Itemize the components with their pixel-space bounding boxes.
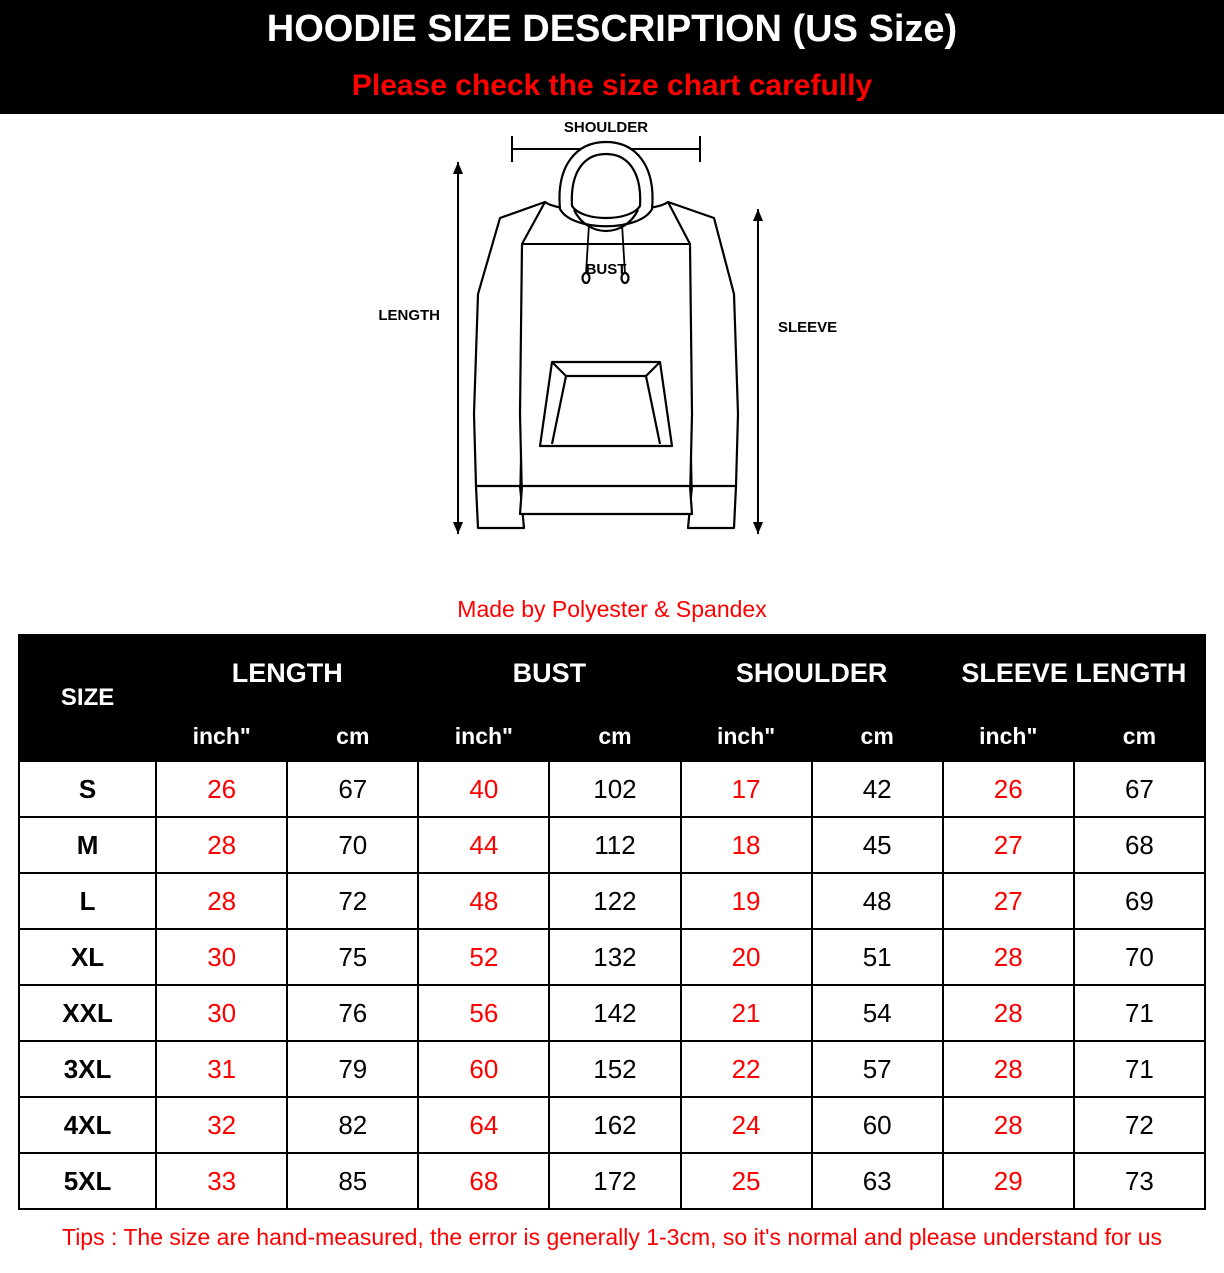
cell-bust-inch: 64: [418, 1097, 549, 1153]
cell-shoulder-cm: 48: [812, 873, 943, 929]
row-size: S: [19, 761, 156, 817]
unit-bust-inch: inch": [418, 711, 549, 761]
row-size: L: [19, 873, 156, 929]
unit-shoulder-cm: cm: [812, 711, 943, 761]
cell-shoulder-cm: 42: [812, 761, 943, 817]
cell-bust-cm: 142: [549, 985, 680, 1041]
cell-bust-inch: 68: [418, 1153, 549, 1209]
cell-bust-cm: 152: [549, 1041, 680, 1097]
cell-length-inch: 30: [156, 929, 287, 985]
header-length: LENGTH: [156, 635, 418, 711]
cell-sleeve-cm: 68: [1074, 817, 1205, 873]
cell-sleeve-inch: 26: [943, 761, 1074, 817]
cell-shoulder-inch: 20: [681, 929, 812, 985]
table-row: [19, 761, 1205, 817]
size-table: [18, 634, 1206, 1210]
cell-bust-inch: 48: [418, 873, 549, 929]
cell-length-cm: 75: [287, 929, 418, 985]
cell-bust-cm: 172: [549, 1153, 680, 1209]
table-row: [19, 929, 1205, 985]
table-header-groups: [19, 635, 1205, 711]
unit-sleeve-cm: cm: [1074, 711, 1205, 761]
cell-length-inch: 31: [156, 1041, 287, 1097]
cell-bust-cm: 162: [549, 1097, 680, 1153]
cell-shoulder-inch: 25: [681, 1153, 812, 1209]
cell-bust-inch: 44: [418, 817, 549, 873]
bust-label: BUST: [585, 261, 627, 278]
cell-bust-cm: 112: [549, 817, 680, 873]
cell-sleeve-cm: 67: [1074, 761, 1205, 817]
cell-length-cm: 72: [287, 873, 418, 929]
unit-sleeve-inch: inch": [943, 711, 1074, 761]
row-size: 5XL: [19, 1153, 156, 1209]
cell-sleeve-cm: 71: [1074, 1041, 1205, 1097]
cell-bust-inch: 52: [418, 929, 549, 985]
cell-length-cm: 70: [287, 817, 418, 873]
cell-length-cm: 82: [287, 1097, 418, 1153]
cell-bust-inch: 60: [418, 1041, 549, 1097]
cell-shoulder-cm: 57: [812, 1041, 943, 1097]
cell-sleeve-inch: 28: [943, 1097, 1074, 1153]
material-note: Made by Polyester & Spandex: [457, 596, 767, 622]
cell-shoulder-cm: 60: [812, 1097, 943, 1153]
unit-shoulder-inch: inch": [681, 711, 812, 761]
hoodie-diagram: [0, 114, 1224, 594]
cell-sleeve-inch: 27: [943, 817, 1074, 873]
cell-bust-cm: 122: [549, 873, 680, 929]
cell-length-cm: 85: [287, 1153, 418, 1209]
table-row: [19, 1097, 1205, 1153]
cell-length-inch: 26: [156, 761, 287, 817]
cell-sleeve-inch: 27: [943, 873, 1074, 929]
size-table-wrap: [0, 634, 1224, 1210]
table-header-units: [19, 711, 1205, 761]
cell-shoulder-inch: 24: [681, 1097, 812, 1153]
header-size: SIZE: [19, 635, 156, 761]
cell-shoulder-inch: 18: [681, 817, 812, 873]
cell-sleeve-cm: 73: [1074, 1153, 1205, 1209]
cell-bust-inch: 56: [418, 985, 549, 1041]
row-size: XXL: [19, 985, 156, 1041]
cell-shoulder-cm: 45: [812, 817, 943, 873]
page-title: HOODIE SIZE DESCRIPTION (US Size): [0, 0, 1224, 58]
row-size: 3XL: [19, 1041, 156, 1097]
cell-sleeve-inch: 29: [943, 1153, 1074, 1209]
cell-shoulder-inch: 22: [681, 1041, 812, 1097]
cell-bust-inch: 40: [418, 761, 549, 817]
header-bust: BUST: [418, 635, 680, 711]
table-row: [19, 873, 1205, 929]
cell-shoulder-cm: 63: [812, 1153, 943, 1209]
cell-sleeve-inch: 28: [943, 1041, 1074, 1097]
page-subtitle: Please check the size chart carefully: [0, 58, 1224, 114]
tips-note: Tips : The size are hand-measured, the error is generally 1-3cm, so it's normal and please understand for us: [62, 1224, 1162, 1250]
cell-sleeve-cm: 72: [1074, 1097, 1205, 1153]
cell-shoulder-inch: 19: [681, 873, 812, 929]
row-size: XL: [19, 929, 156, 985]
cell-sleeve-inch: 28: [943, 929, 1074, 985]
cell-sleeve-cm: 69: [1074, 873, 1205, 929]
unit-length-inch: inch": [156, 711, 287, 761]
cell-shoulder-cm: 51: [812, 929, 943, 985]
header-shoulder: SHOULDER: [681, 635, 943, 711]
cell-sleeve-cm: 71: [1074, 985, 1205, 1041]
row-size: 4XL: [19, 1097, 156, 1153]
hoodie-illustration-svg: [0, 114, 1224, 594]
cell-bust-cm: 102: [549, 761, 680, 817]
cell-length-inch: 32: [156, 1097, 287, 1153]
cell-length-inch: 30: [156, 985, 287, 1041]
cell-length-cm: 67: [287, 761, 418, 817]
cell-sleeve-cm: 70: [1074, 929, 1205, 985]
cell-shoulder-inch: 17: [681, 761, 812, 817]
table-row: [19, 1153, 1205, 1209]
length-label: LENGTH: [378, 307, 440, 324]
row-size: M: [19, 817, 156, 873]
cell-length-inch: 28: [156, 817, 287, 873]
cell-shoulder-inch: 21: [681, 985, 812, 1041]
header-sleeve-length: SLEEVE LENGTH: [943, 635, 1205, 711]
table-row: [19, 985, 1205, 1041]
unit-bust-cm: cm: [549, 711, 680, 761]
cell-bust-cm: 132: [549, 929, 680, 985]
cell-length-cm: 79: [287, 1041, 418, 1097]
cell-length-inch: 28: [156, 873, 287, 929]
cell-sleeve-inch: 28: [943, 985, 1074, 1041]
unit-length-cm: cm: [287, 711, 418, 761]
sleeve-label: SLEEVE: [778, 319, 838, 336]
shoulder-label: SHOULDER: [563, 119, 649, 136]
cell-shoulder-cm: 54: [812, 985, 943, 1041]
cell-length-cm: 76: [287, 985, 418, 1041]
table-row: [19, 1041, 1205, 1097]
table-row: [19, 817, 1205, 873]
cell-length-inch: 33: [156, 1153, 287, 1209]
